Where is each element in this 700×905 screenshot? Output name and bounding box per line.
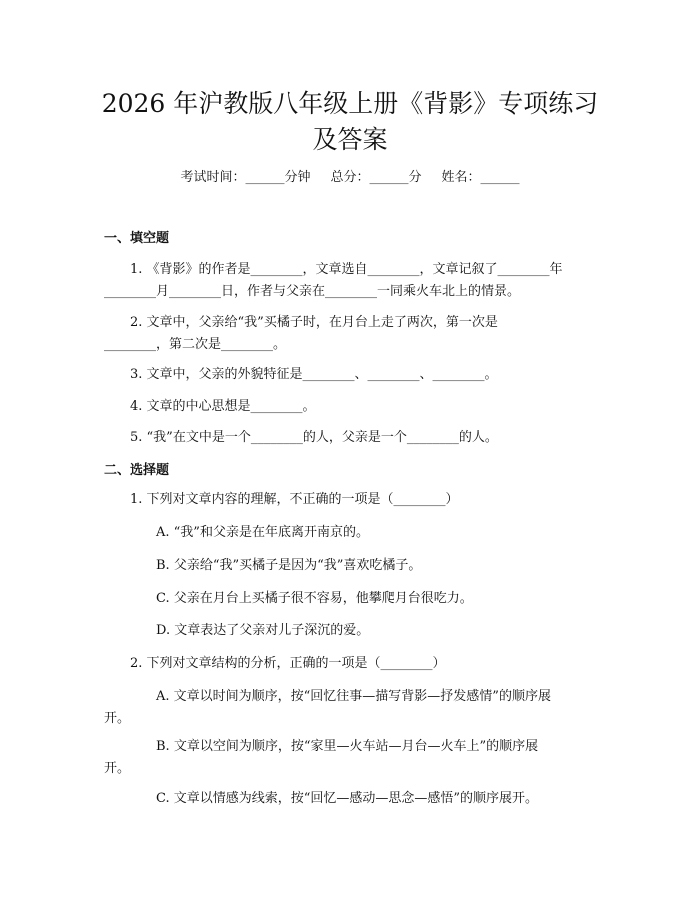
- question-fill-5: [104, 427, 596, 449]
- question-fill-3: [104, 364, 596, 386]
- section-heading-choice: 二、选择题: [104, 463, 170, 478]
- option-b: [104, 733, 596, 783]
- question-choice-2: [104, 653, 596, 675]
- option-a: A. “我”和父亲是在年底离开南京的。: [156, 525, 369, 540]
- option-text-line: 开。: [104, 761, 131, 776]
- question-text-line: ________月________日，作者与父亲在________一同乘火车北上的情景。: [104, 284, 521, 299]
- exam-time: 考试时间：______分钟: [180, 170, 311, 185]
- option-a: [104, 683, 596, 733]
- question-text-line: 2. 下列对文章结构的分析，正确的一项是（________）: [130, 656, 446, 671]
- exam-name: 姓名：______: [441, 170, 520, 185]
- option-d: D. 文章表达了父亲对儿子深沉的爱。: [156, 623, 370, 638]
- question-text-line: 1. 《背影》的作者是________，文章选自________，文章记叙了________年: [130, 262, 563, 277]
- question-text-line: 5. “我”在文中是一个________的人，父亲是一个________的人。: [130, 430, 498, 445]
- page-title-continued: 及答案: [312, 125, 388, 154]
- option-text-line: A. 文章以时间为顺序，按“回忆往事—描写背影—抒发感情”的顺序展: [156, 689, 551, 704]
- option-text-line: 开。: [104, 711, 131, 726]
- option-text-line: B. 文章以空间为顺序，按“家里—火车站—月台—火车上”的顺序展: [156, 739, 539, 754]
- section-heading-fill-blank: 一、填空题: [104, 231, 170, 246]
- option-b: B. 父亲给“我”买橘子是因为“我”喜欢吃橘子。: [156, 558, 422, 573]
- option-c: [104, 785, 596, 813]
- question-fill-4: [104, 396, 596, 418]
- question-fill-1: [104, 259, 596, 303]
- page-title: 2026 年沪教版八年级上册《背影》专项练习: [101, 89, 599, 118]
- option-c: C. 父亲在月台上买橘子很不容易，他攀爬月台很吃力。: [156, 591, 473, 606]
- question-text-line: 4. 文章的中心思想是________。: [130, 399, 316, 414]
- exam-info: [0, 169, 700, 187]
- question-text-line: 3. 文章中，父亲的外貌特征是________、________、________。: [130, 367, 498, 382]
- exam-score: 总分：______分: [330, 170, 422, 185]
- option-text-line: C. 文章以情感为线索，按“回忆—感动—思念—感悟”的顺序展开。: [156, 791, 539, 806]
- question-text-line: 1. 下列对文章内容的理解，不正确的一项是（________）: [130, 492, 459, 507]
- question-text-line: 2. 文章中，父亲给“我”买橘子时，在月台上走了两次，第一次是: [130, 315, 498, 330]
- question-choice-1: [104, 489, 596, 511]
- question-text-line: ________，第二次是________。: [104, 337, 287, 352]
- question-fill-2: [104, 312, 596, 356]
